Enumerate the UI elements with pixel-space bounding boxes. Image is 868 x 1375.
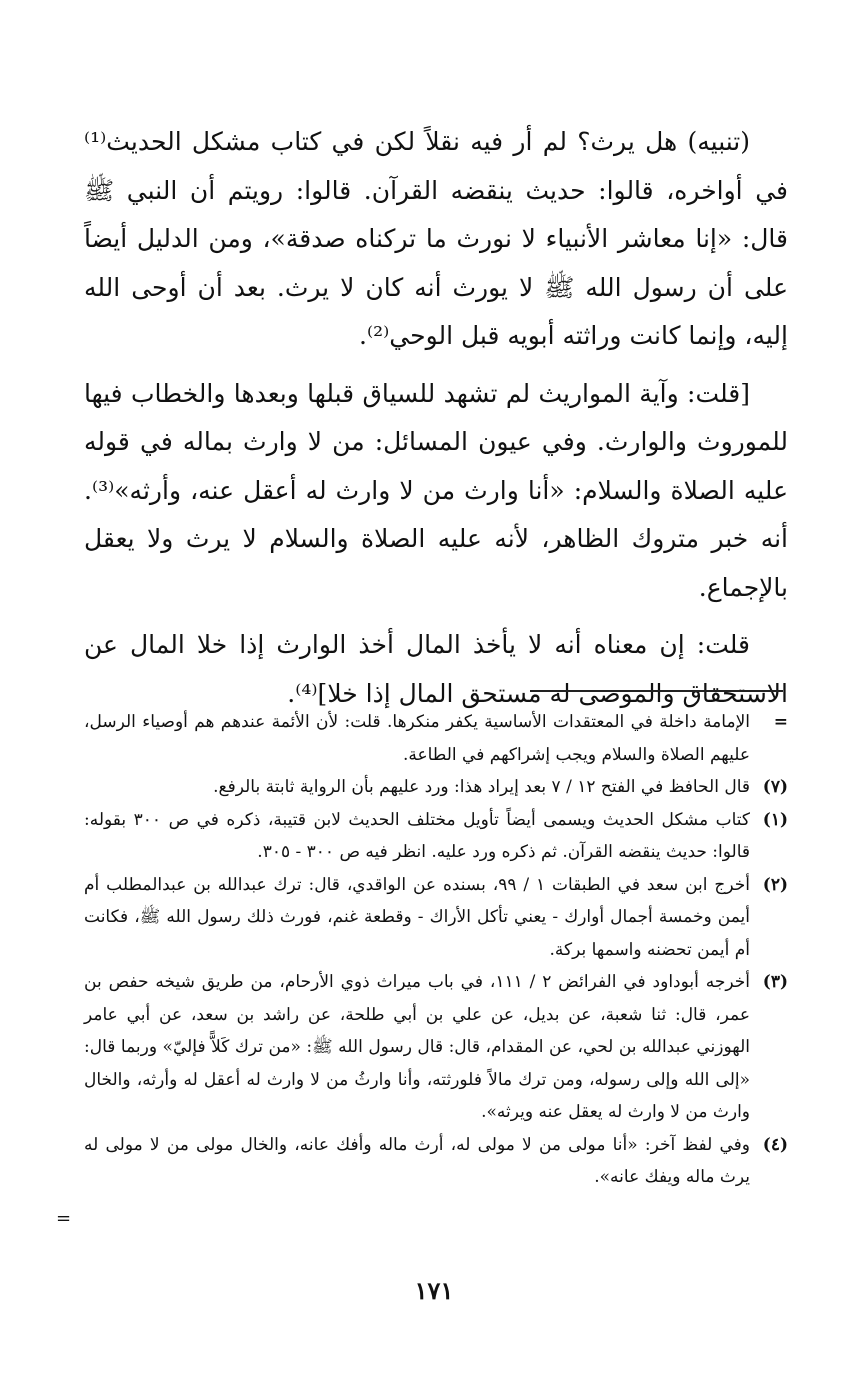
footnote-text: قال الحافظ في الفتح ١٢ / ٧ بعد إيراد هذا: ورد عليهم بأن الرواية ثابتة بالرفع. <box>213 777 750 797</box>
main-text <box>84 118 788 727</box>
page-number: ١٧١ <box>414 1276 454 1305</box>
footnote-marker: (٣) <box>762 972 788 992</box>
footnote-text: أخرجه أبوداود في الفرائض ٢ / ١١١، في باب ميراث ذوي الأرحام، من طريق شيخه حفص بن عمر، قال: ثنا شعبة، عن بديل، عن علي بن أبي طلحة، عن راشد بن سعد، عن أبي عامر الهوزني عبدالله بن لحي، عن المقدام، قال: قال رسول الله ﷺ: «من ترك كَلاًّ فإليّ» وربما قال: «إلى الله وإلى رسوله، ومن ترك مالاً فلورثته، وأنا وارثُ من لا وارث له أعقل له وأرثه، والخال وارث من لا وارث له يعقل عنه ويرثه». <box>84 972 750 1122</box>
footnote-text: وفي لفظ آخر: «أنا مولى من لا مولى له، أرث ماله وأفك عانه، والخال مولى من لا مولى له يرث ماله ويفك عانه». <box>84 1134 750 1187</box>
footnote-4 <box>84 1129 788 1194</box>
footnotes <box>84 706 788 1194</box>
footnote-marker: (٧) <box>762 777 788 797</box>
footnote-separator <box>530 690 783 692</box>
footnote-marker: (١) <box>762 809 788 830</box>
continuation-mark: = <box>56 1208 72 1229</box>
footnote-1 <box>84 804 788 869</box>
footnote-3 <box>84 966 788 1129</box>
footnote-text: أخرج ابن سعد في الطبقات ١ / ٩٩، بسنده عن الواقدي، قال: ترك عبدالله بن عبدالمطلب أم أيمن وخمسة أجمال أوارك - يعني تأكل الأراك - وقطعة غنم، فورث ذلك رسول الله ﷺ، فكانت أم أيمن تحضنه واسمها بركة. <box>84 874 750 960</box>
footnote-marker: (٢) <box>762 874 788 895</box>
footnote-text: الإمامة داخلة في المعتقدات الأساسية يكفر منكرها. قلت: لأن الأئمة عندهم هم أوصياء الرسل، عليهم الصلاة والسلام ويجب إشراكهم في الطاعة. <box>84 712 750 765</box>
footnote-continuation <box>84 706 788 771</box>
main-paragraph-1: (تنبيه) هل يرث؟ لم أر فيه نقلاً لكن في كتاب مشكل الحديث⁽¹⁾ في أواخره، قالوا: حديث ينقضه القرآن. قالوا: رويتم أن النبي ﷺ قال: «إنا معاشر الأنبياء لا نورث ما تركناه صدقة»، ومن الدليل أيضاً على أن رسول الله ﷺ لا يورث أنه كان لا يرث. بعد أن أوحى الله إليه، وإنما كانت وراثته أبويه قبل الوحي⁽²⁾. <box>84 127 788 350</box>
main-paragraph-2: [قلت: وآية المواريث لم تشهد للسياق قبلها وبعدها والخطاب فيها للموروث والوارث. وفي عيون المسائل: من لا وارث بماله في قوله عليه الصلاة والسلام: «أنا وارث من لا وارث له أعقل عنه، وأرثه»⁽³⁾. أنه خبر متروك الظاهر، لأنه عليه الصلاة والسلام لا يرث ولا يعقل بالإجماع. <box>84 378 788 602</box>
main-paragraph-3: قلت: إن معناه أنه لا يأخذ المال أخذ الوارث إذا خلا المال عن الاستحقاق والموصى له مستحق المال إذا خلا]⁽⁴⁾. <box>84 630 788 708</box>
footnote-marker: = <box>773 712 788 732</box>
footnote-7 <box>84 771 788 804</box>
footnote-text: كتاب مشكل الحديث ويسمى أيضاً تأويل مختلف الحديث لابن قتيبة، ذكره في ص ٣٠٠ بقوله: قالوا: حديث ينقضه القرآن. ثم ذكره ورد عليه. انظر فيه ص ٣٠٠ - ٣٠٥. <box>84 809 750 862</box>
footnote-marker: (٤) <box>762 1134 788 1155</box>
footnote-2 <box>84 869 788 967</box>
